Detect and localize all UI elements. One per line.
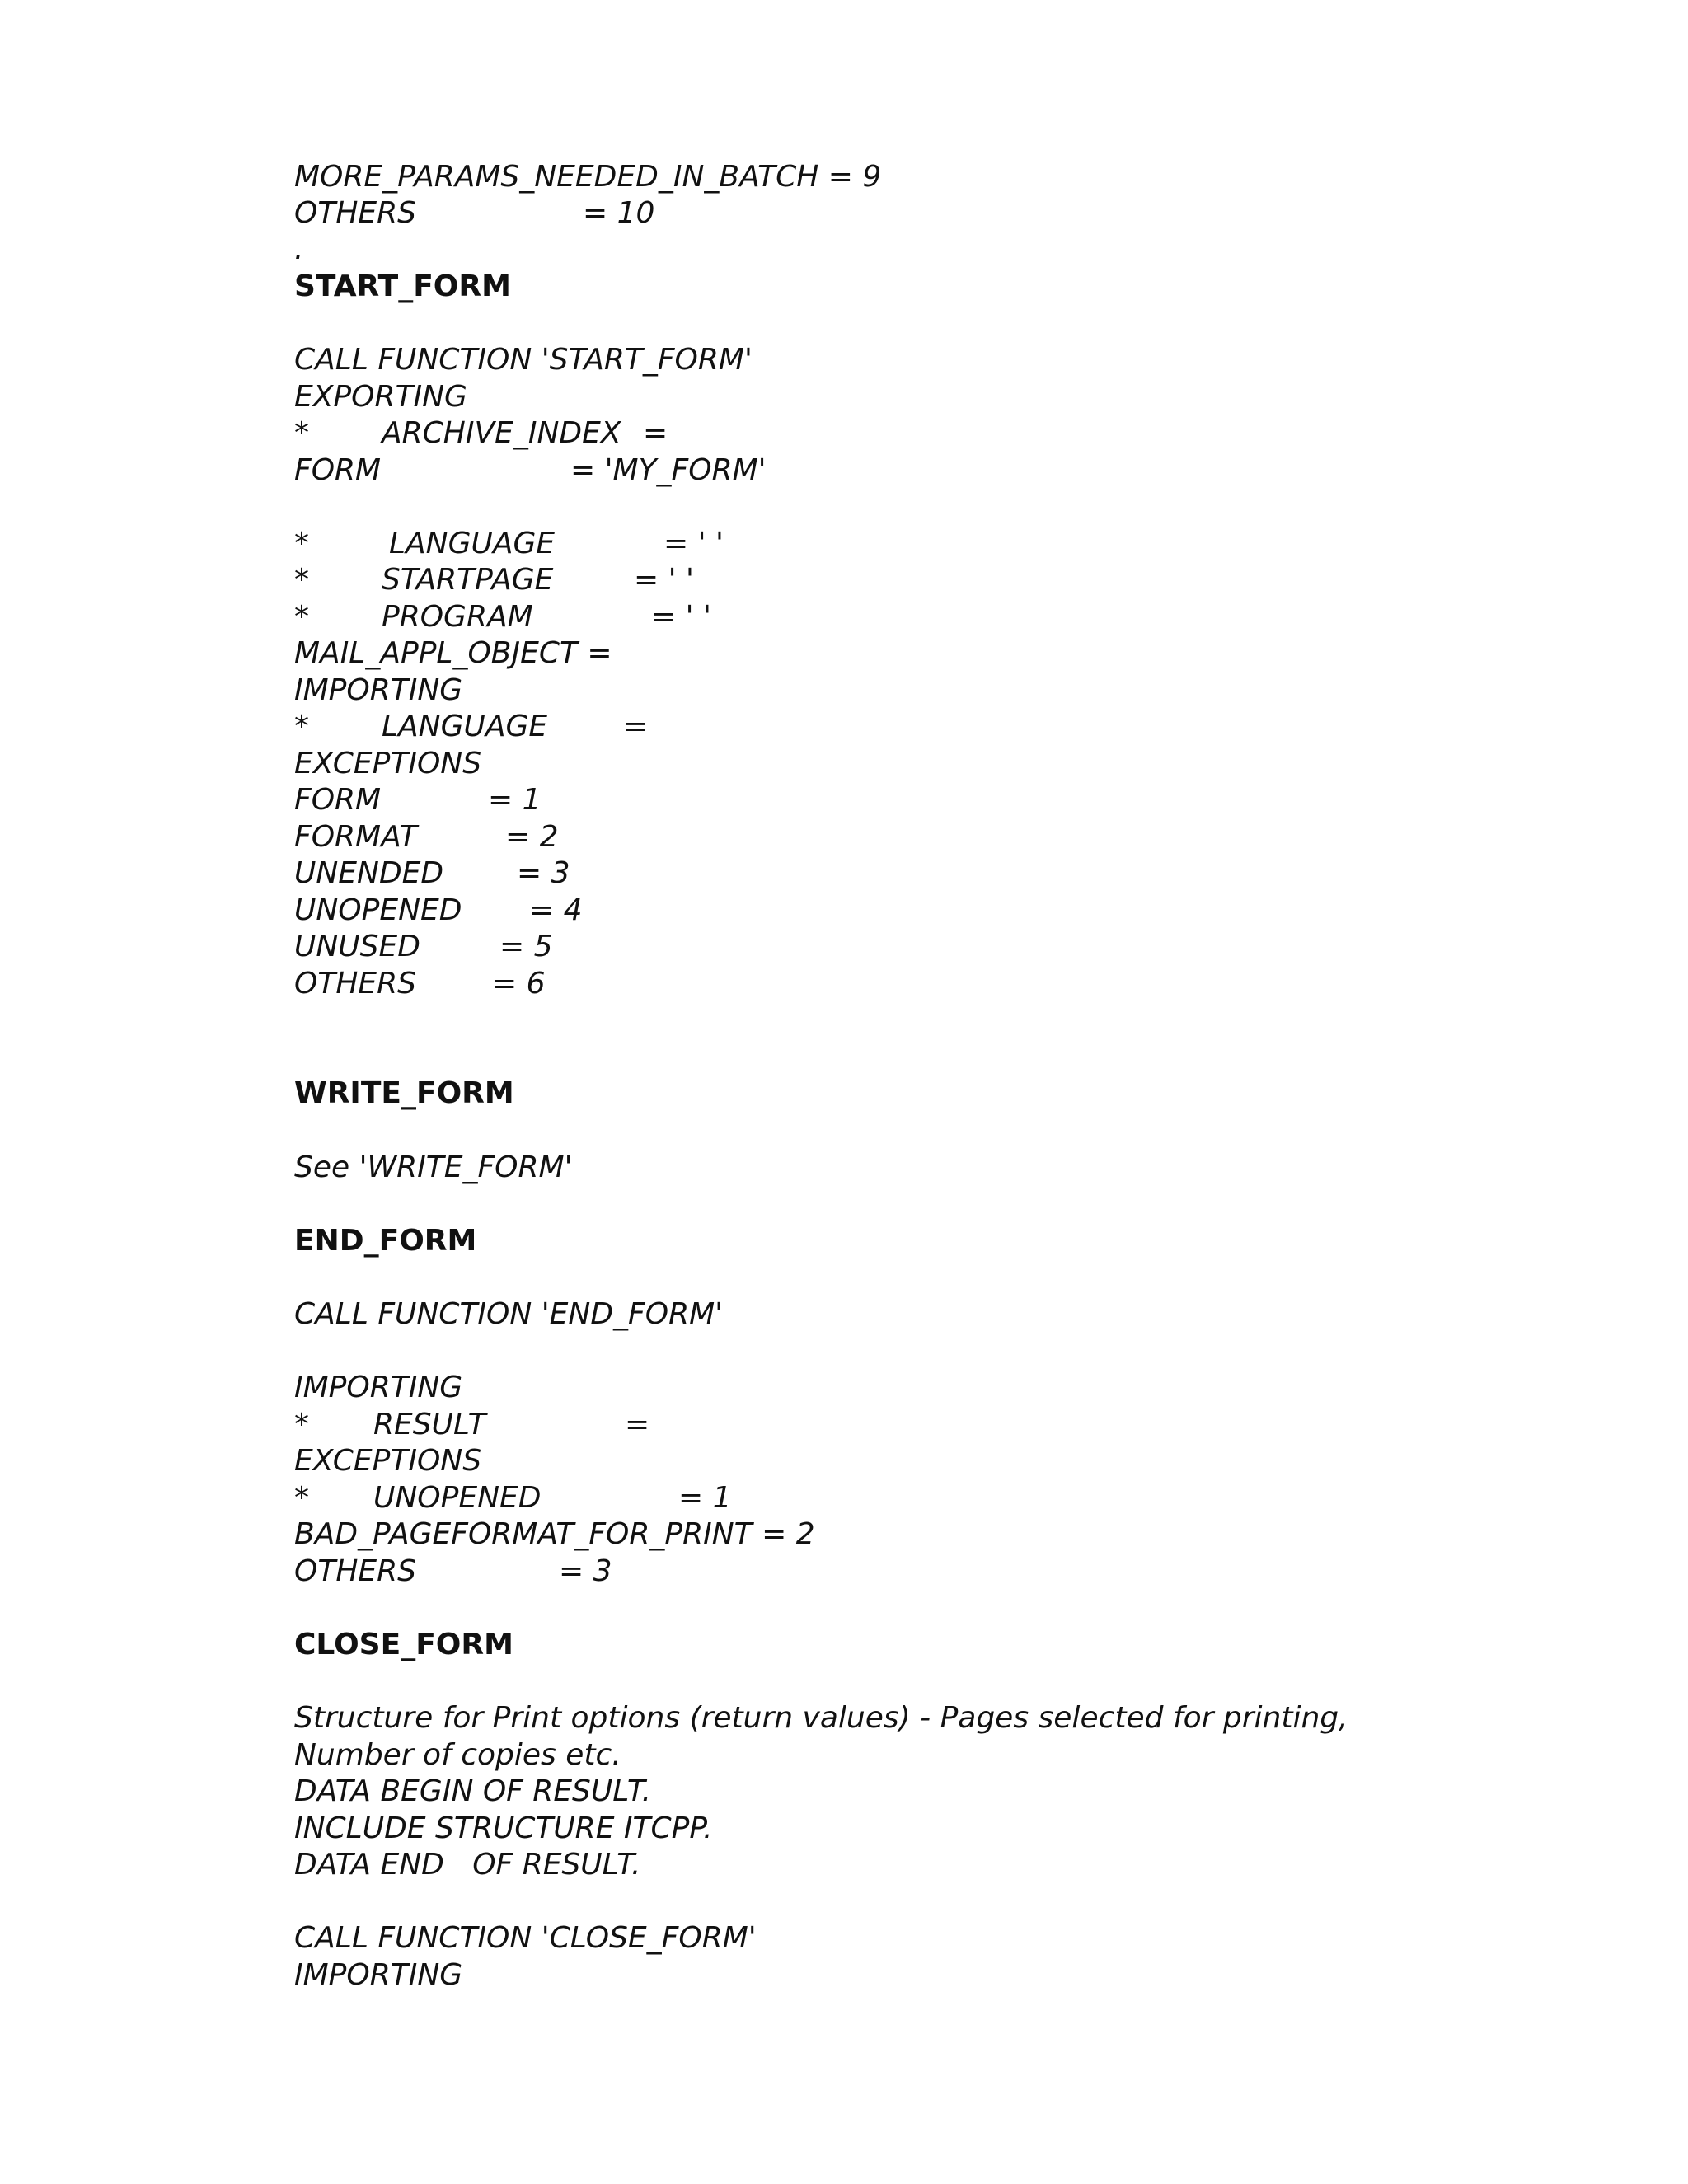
param-key: RESULT: [373, 1408, 486, 1441]
code-line: [0, 1957, 1688, 1994]
code-text: DATA END OF RESULT.: [294, 1848, 641, 1882]
code-line: [0, 708, 1688, 745]
code-line: [0, 1479, 1688, 1516]
code-line: [0, 818, 1688, 855]
comment-marker: *: [294, 600, 309, 634]
param-key: FORM: [294, 783, 382, 817]
code-line: [0, 928, 1688, 965]
code-line: [0, 1919, 1688, 1957]
code-line: [0, 525, 1688, 562]
heading-text: CLOSE_FORM: [294, 1628, 513, 1661]
param-value: = 6: [492, 967, 546, 1001]
param-value: = 1: [678, 1481, 732, 1515]
code-line: [0, 892, 1688, 929]
param-value: = ' ': [663, 527, 724, 560]
param-value: =: [623, 710, 649, 743]
param-key: OTHERS: [294, 967, 417, 1001]
code-text: IMPORTING: [294, 673, 463, 707]
param-key: UNOPENED: [373, 1481, 542, 1515]
code-line: [0, 1442, 1688, 1479]
param-key: FORM: [294, 453, 382, 487]
param-value: =: [625, 1408, 650, 1441]
heading-text: START_FORM: [294, 269, 511, 303]
code-line: [0, 1846, 1688, 1883]
param-key: UNUSED: [294, 930, 420, 963]
code-line: [0, 194, 1688, 232]
code-line: [0, 1296, 1688, 1333]
code-text: IMPORTING: [294, 1371, 463, 1404]
code-line: [0, 1810, 1688, 1847]
param-key: LANGUAGE: [389, 527, 556, 560]
code-line: [0, 341, 1688, 378]
param-key: STARTPAGE: [382, 563, 554, 597]
code-text: EXPORTING: [294, 380, 467, 414]
code-text: CALL FUNCTION 'CLOSE_FORM': [294, 1921, 757, 1955]
code-text: See 'WRITE_FORM': [294, 1151, 573, 1184]
comment-marker: *: [294, 563, 309, 597]
code-line: [0, 965, 1688, 1002]
code-line: [0, 158, 1688, 195]
code-text: MORE_PARAMS_NEEDED_IN_BATCH = 9: [294, 160, 882, 194]
param-value: =: [643, 416, 668, 450]
statement-terminator: .: [294, 232, 304, 266]
param-key: ARCHIVE_INDEX: [382, 416, 621, 450]
param-key: OTHERS: [294, 1554, 417, 1588]
param-key: PROGRAM: [382, 600, 533, 634]
param-value: = ' ': [634, 563, 694, 597]
code-line: [0, 1369, 1688, 1406]
comment-marker: *: [294, 416, 309, 450]
code-text: CALL FUNCTION 'START_FORM': [294, 343, 753, 377]
code-line: [0, 781, 1688, 818]
section-heading: [0, 1075, 1688, 1112]
section-heading: [0, 268, 1688, 305]
code-text: DATA BEGIN OF RESULT.: [294, 1774, 652, 1808]
code-line: [0, 1406, 1688, 1443]
param-value: = 4: [529, 893, 583, 927]
code-text: CALL FUNCTION 'END_FORM': [294, 1297, 724, 1331]
param-key: OTHERS: [294, 196, 417, 230]
code-text: MAIL_APPL_OBJECT =: [294, 636, 612, 670]
code-line: [0, 1553, 1688, 1590]
code-text: IMPORTING: [294, 1958, 463, 1992]
comment-marker: *: [294, 527, 309, 560]
code-text: EXCEPTIONS: [294, 747, 482, 780]
param-key: UNENDED: [294, 856, 444, 890]
code-line: [0, 855, 1688, 892]
code-line: [0, 635, 1688, 672]
code-line: [0, 745, 1688, 782]
section-heading: [0, 1626, 1688, 1663]
param-value: = ' ': [651, 600, 711, 634]
comment-marker: *: [294, 1481, 309, 1515]
section-description: Structure for Print options (return values) - Pages selected for printing, Number of copies etc.: [294, 1701, 1348, 1772]
param-value: = 3: [517, 856, 570, 890]
code-line: [0, 452, 1688, 489]
code-line: [0, 1773, 1688, 1810]
code-line: [0, 1149, 1688, 1186]
code-line: [0, 561, 1688, 598]
param-value: = 2: [505, 820, 559, 854]
comment-marker: *: [294, 1408, 309, 1441]
heading-text: WRITE_FORM: [294, 1076, 514, 1110]
code-line: [0, 378, 1688, 415]
code-line: [0, 231, 1688, 268]
code-line: [0, 598, 1688, 635]
code-text: BAD_PAGEFORMAT_FOR_PRINT = 2: [294, 1517, 815, 1551]
param-value: = 10: [583, 196, 655, 230]
code-text: EXCEPTIONS: [294, 1444, 482, 1478]
param-value: = 'MY_FORM': [570, 453, 767, 487]
param-value: = 3: [559, 1554, 612, 1588]
param-key: LANGUAGE: [382, 710, 548, 743]
param-value: = 1: [488, 783, 542, 817]
code-text: INCLUDE STRUCTURE ITCPP.: [294, 1811, 713, 1845]
section-heading: [0, 1222, 1688, 1259]
param-value: = 5: [499, 930, 553, 963]
code-line: [0, 1516, 1688, 1553]
param-key: UNOPENED: [294, 893, 462, 927]
comment-marker: *: [294, 710, 309, 743]
code-line: [0, 672, 1688, 709]
heading-text: END_FORM: [294, 1224, 477, 1258]
code-line: [0, 415, 1688, 452]
param-key: FORMAT: [294, 820, 418, 854]
